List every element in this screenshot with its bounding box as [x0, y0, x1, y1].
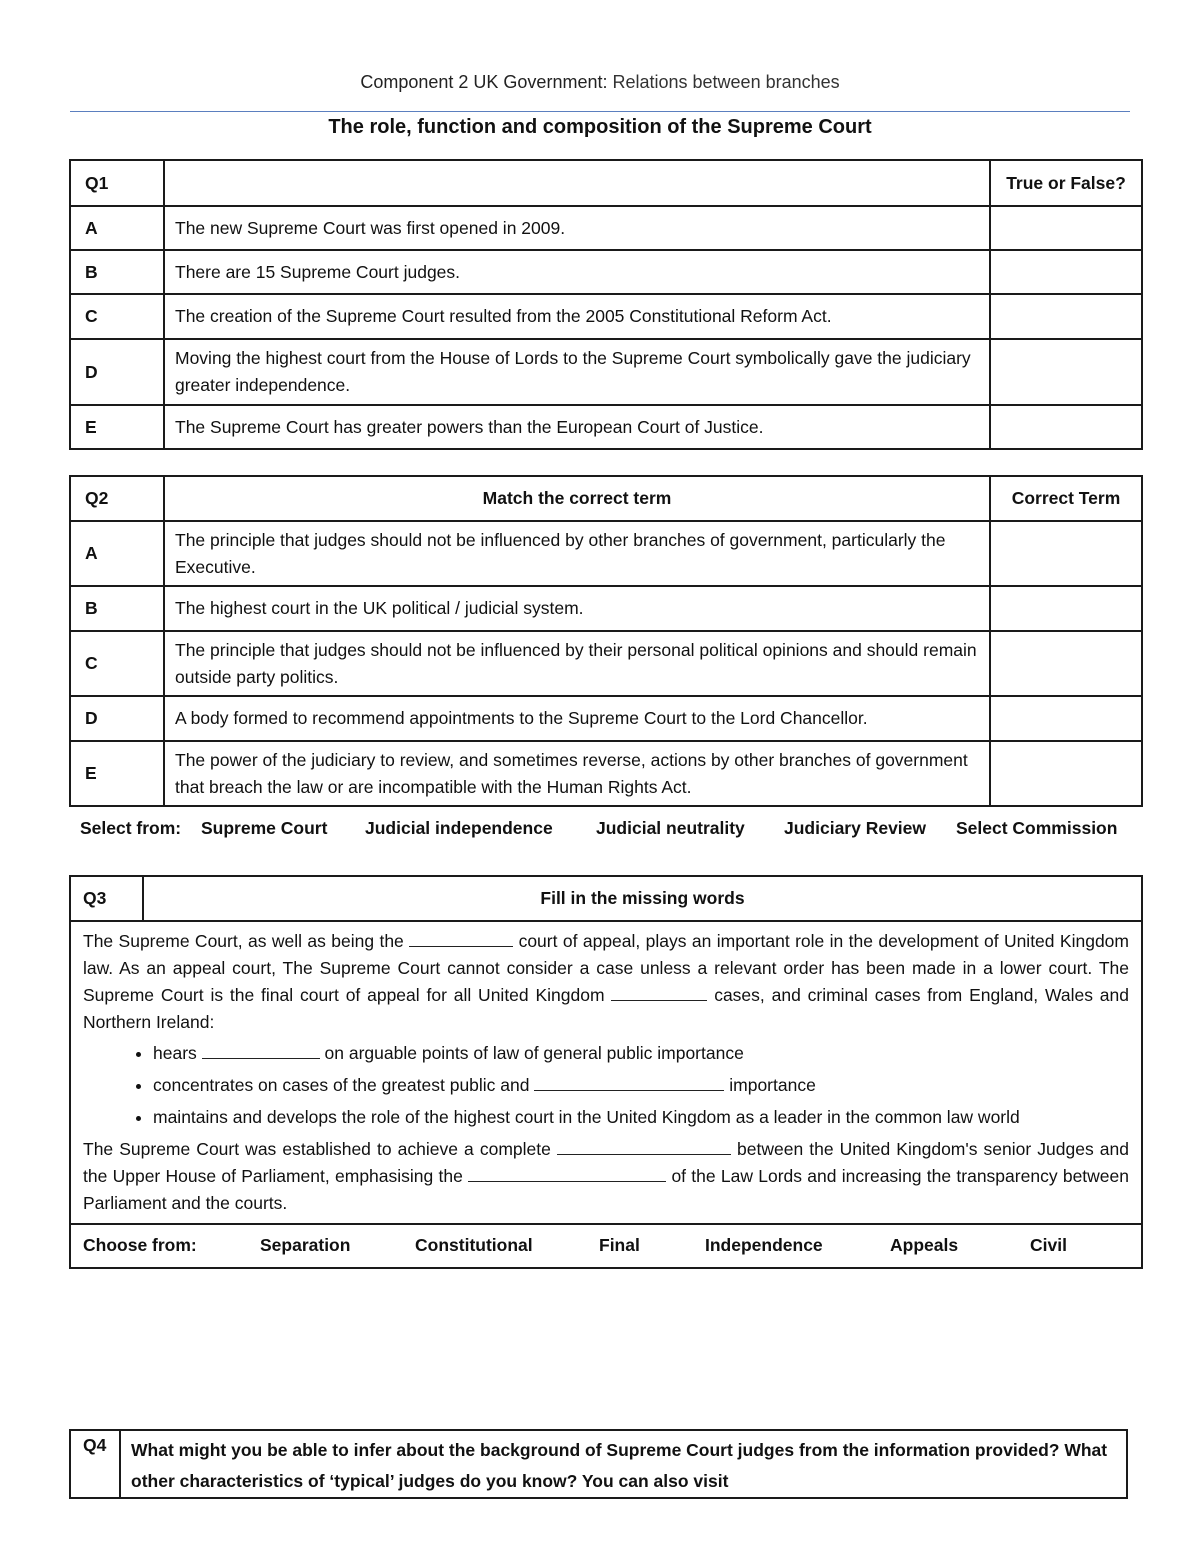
row-letter: B	[70, 586, 164, 631]
term-option: Judicial independence	[365, 818, 553, 838]
choose-from-row	[71, 1225, 1141, 1267]
row-letter: D	[70, 339, 164, 405]
text-fragment: cases, and criminal cases from England, Wales and Northern Ireland:	[83, 985, 1129, 1032]
list-item	[153, 1040, 1141, 1067]
row-letter: A	[70, 206, 164, 250]
list-item	[153, 1072, 1141, 1099]
text-fragment: hears	[153, 1043, 197, 1063]
definition-text: The principle that judges should not be influenced by other branches of government, particularly the Executive.	[164, 521, 990, 586]
word-option: Separation	[260, 1235, 351, 1255]
answer-cell[interactable]	[990, 206, 1142, 250]
table-row	[70, 696, 1142, 741]
page-title: The role, function and composition of the Supreme Court	[328, 116, 872, 138]
statement-text: The new Supreme Court was first opened in 2009.	[164, 206, 990, 250]
statement-text: The creation of the Supreme Court resulted from the 2005 Constitutional Reform Act.	[164, 294, 990, 339]
q3-paragraph-2	[71, 1136, 1141, 1223]
select-from-label: Select from:	[80, 818, 182, 838]
answer-cell[interactable]	[990, 339, 1142, 405]
definition-text: The principle that judges should not be influenced by their personal political opinions and should remain outside party politics.	[164, 631, 990, 696]
q4-question: What might you be able to infer about the background of Supreme Court judges from the information provided? What other characteristics of ‘typical’ judges do you know? You can also visit	[120, 1430, 1127, 1498]
row-letter: E	[70, 741, 164, 806]
term-option: Judicial neutrality	[596, 818, 745, 838]
word-option: Appeals	[890, 1235, 959, 1255]
table-row	[70, 521, 1142, 586]
table-row	[70, 405, 1142, 449]
q4-label: Q4	[70, 1430, 120, 1498]
q1-header-blank	[164, 160, 990, 206]
q1-table	[69, 159, 1143, 450]
q2-table	[69, 475, 1143, 807]
blank-field[interactable]	[202, 1042, 320, 1059]
q1-header-row	[70, 160, 1142, 206]
table-row	[70, 631, 1142, 696]
q1-column-header: True or False?	[990, 160, 1142, 206]
definition-text: A body formed to recommend appointments to the Supreme Court to the Lord Chancellor.	[164, 696, 990, 741]
q1-label: Q1	[70, 160, 164, 206]
answer-cell[interactable]	[990, 696, 1142, 741]
statement-text: The Supreme Court has greater powers than the European Court of Justice.	[164, 405, 990, 449]
page-header	[0, 72, 1200, 93]
q3-header-row	[70, 876, 1142, 921]
word-option: Final	[599, 1235, 640, 1255]
q4-row	[70, 1430, 1127, 1498]
statement-text: There are 15 Supreme Court judges.	[164, 250, 990, 294]
definition-text: The power of the judiciary to review, and sometimes reverse, actions by other branches of government that breach the law or are incompatible with the Human Rights Act.	[164, 741, 990, 806]
table-row	[70, 294, 1142, 339]
answer-cell[interactable]	[990, 521, 1142, 586]
q3-label: Q3	[70, 876, 143, 921]
table-row	[70, 586, 1142, 631]
text-fragment: The Supreme Court was established to achieve a complete	[83, 1139, 551, 1159]
row-letter: C	[70, 631, 164, 696]
row-letter: C	[70, 294, 164, 339]
blank-field[interactable]	[409, 930, 513, 947]
term-option: Supreme Court	[201, 818, 328, 838]
row-letter: E	[70, 405, 164, 449]
q3-choose-row	[70, 1224, 1142, 1268]
q3-body-row	[70, 921, 1142, 1224]
row-letter: B	[70, 250, 164, 294]
term-option: Select Commission	[956, 818, 1118, 838]
word-option: Constitutional	[415, 1235, 533, 1255]
q2-instruction: Match the correct term	[164, 476, 990, 521]
text-fragment: The Supreme Court, as well as being the	[83, 931, 404, 951]
blank-field[interactable]	[557, 1138, 731, 1155]
row-letter: D	[70, 696, 164, 741]
table-row	[70, 339, 1142, 405]
answer-cell[interactable]	[990, 586, 1142, 631]
blank-field[interactable]	[468, 1165, 666, 1182]
text-fragment: of the Law Lords and increasing the transparency between Parliament and the courts.	[83, 1166, 1129, 1213]
statement-text: Moving the highest court from the House of Lords to the Supreme Court symbolically gave the judiciary greater independence.	[164, 339, 990, 405]
answer-cell[interactable]	[990, 294, 1142, 339]
q3-body	[70, 921, 1142, 1224]
blank-field[interactable]	[611, 984, 707, 1001]
header-subtitle: Relations between branches	[612, 72, 840, 92]
text-fragment: importance	[729, 1075, 816, 1095]
answer-cell[interactable]	[990, 631, 1142, 696]
blank-field[interactable]	[534, 1074, 724, 1091]
text-fragment: between the United Kingdom's senior Judges and the Upper House of Parliament, emphasising the	[83, 1139, 1129, 1186]
header-divider	[70, 111, 1130, 112]
table-row	[70, 206, 1142, 250]
row-letter: A	[70, 521, 164, 586]
term-option: Judiciary Review	[784, 818, 927, 838]
q2-label: Q2	[70, 476, 164, 521]
list-item: • maintains and develops the role of the highest court in the United Kingdom as a leader in the common law world	[153, 1104, 1141, 1131]
word-option: Independence	[705, 1235, 823, 1255]
answer-cell[interactable]	[990, 741, 1142, 806]
word-option: Civil	[1030, 1235, 1067, 1255]
q2-header-row	[70, 476, 1142, 521]
answer-cell[interactable]	[990, 250, 1142, 294]
q3-choose-cell	[70, 1224, 1142, 1268]
q3-bullet-list	[71, 1040, 1141, 1131]
text-fragment: on arguable points of law of general public importance	[324, 1043, 744, 1063]
q2-column-header: Correct Term	[990, 476, 1142, 521]
answer-cell[interactable]	[990, 405, 1142, 449]
q3-paragraph-1	[71, 922, 1141, 1038]
q3-table	[69, 875, 1143, 1269]
choose-from-label: Choose from:	[83, 1235, 197, 1255]
q3-instruction: Fill in the missing words	[143, 876, 1142, 921]
text-fragment: concentrates on cases of the greatest public and	[153, 1075, 530, 1095]
definition-text: The highest court in the UK political / judicial system.	[164, 586, 990, 631]
text-fragment: court of appeal, plays an important role in the development of United Kingdom law. As an appeal court, The Supreme Court cannot consider a case unless a relevant order has been made in a lower court. The Supreme Court is the final court of appeal for all United Kingdom	[83, 931, 1129, 1005]
q4-table	[69, 1429, 1128, 1499]
table-row	[70, 741, 1142, 806]
table-row	[70, 250, 1142, 294]
header-prefix: Component 2 UK Government:	[360, 72, 608, 92]
